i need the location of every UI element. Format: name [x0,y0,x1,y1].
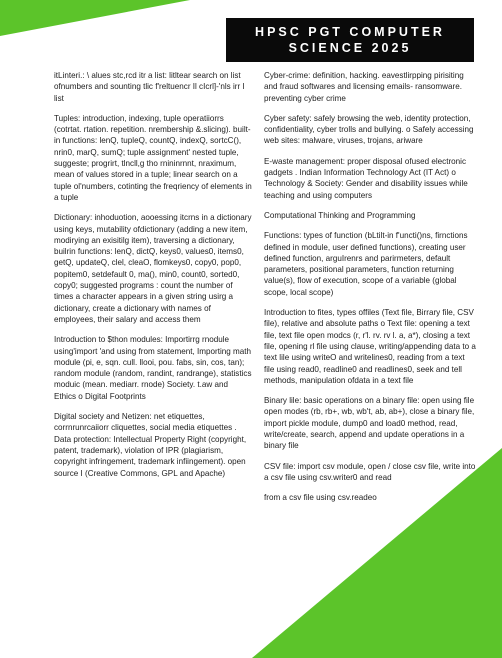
paragraph: Cyber-crime: definition, hacking. eavestlirpping pirisiting and fraud softwares and licensing emails- ransomware. preventing cyber crime [264,71,464,103]
paragraph: Dictionary: inhoduotion, aooessing itcrns in a dictionary using keys, mutability ofdictionary (adding a new item, modirying an exisitilg item), traversing a dictionary, builrin functions: lenQ, dictQ, keys0, values0, items0, getQ, updateQ, clel, cleaO, flomkeys0, copy0, pop0, popitem0, setdefault 0, ma(), min0, count0, sorted0, copy0; suggested programs : count the number of times a character appears in a given string usirg a dictionary, create a dictionary with names of employees, their salary and access them [54,213,252,324]
paragraph: Digital society and Netizen: net etiquettes, corrnrunrcaiiorr cliquettes, social media etiquettes . Data protection: Intellectual Property Right (copyright, patent, trademark), violation of IPR (plagiarism, copyright infringement, trademark infiingement). open source I (Creative Commons, GPL and Apache) [54,412,247,478]
paragraph: CSV file: import csv module, open / close csv file, write into a csv file using csv.writer0 and read [264,461,476,482]
paragraph: Tuples: introduction, indexing, tuple operatiiorrs (cotrtat. rtation. repetition. nrembership &.slicing). built-in functions: lenQ, tupleQ, countQ, indexQ, sortcC(), nrin0, marQ, sumQ; tuple assignment' nested tuple, suggeste; progrirt, tlncll,g tho rnininrnnt, nraximum, mean of values stored in a tuple; linear search on a tuple ol'numbers, cotinting the freqriency of elements in a tuple [54,113,252,202]
right-column [264,70,476,513]
left-column [54,70,252,488]
paragraph: Cyber safety: safely browsing the web, identity protection, confidentiality, cyber trolls and bullying. o Safely accessing web sites: malware, viruses, trojans, ariware [264,113,474,146]
paragraph: from a csv file using csv.readeo [264,493,377,503]
paragraph: Binary lile: basic operations on a binary file: open using file open modes (rb, rb+, wb, wb't, ab, ab+), close a binary file, import pickle module, dump0 and load0 method, read, write/create, search, append and update operations in a binary file [264,396,475,451]
paragraph: Introduction to fites, types offiles (Text file, Birrary file, CSV file), relative and absolute paths o Text file: opening a text file, text file open modcs (r, r'l. rv. rv l. a, a*), closing a text file, opening rl file using clause, writing/appending data to a text lile using writeO and writelines0, reading from a text file using read0, readline0 and readlines0, seek and tell methods, manipulation ofdata in a text file [264,308,476,385]
paragraph: Introduction to $thon modules: Importirrg rnodule using'import 'and using from statement, Importing math module (pi, e, sqn. cull. llooi, pou. fabs, sin, cos, tan); random module (random, randint, randrange), statistics moduic (mean. mediarr. rnode) Society. t.aw and Ethics o Digital Footprints [54,335,252,401]
document-body [0,70,502,658]
paragraph: E-waste management: proper disposal ofused electronic gadgets . Indian Information Technology Act (IT Act) o Technology & Society: Gender and disability issues while teaching and using computers [264,156,468,200]
paragraph: itLinteri.: \ alues stc,rcd itr a list: litltear search on list ofnumbers and sounting tlic f'reltuencr Il cIcrl]-'nls irr I list [54,71,245,103]
section-heading: Computational Thinking and Programming [264,210,416,220]
page-title-banner [226,18,474,62]
paragraph: Functions: types of function (bLtilt-in f'uncti()ns, firnctions defined in module, user defined functions), creating user defined function, arguIrenrs and parirmeters, default parameters, positional parameters, function returning value(s), flow of execution, scope of a variable (global scope, local scope) [264,231,468,297]
page-title-line-2: SCIENCE 2025 [288,41,412,55]
corner-decoration-top-left [0,0,190,36]
page-title-line-1: HPSC PGT COMPUTER [255,25,445,39]
